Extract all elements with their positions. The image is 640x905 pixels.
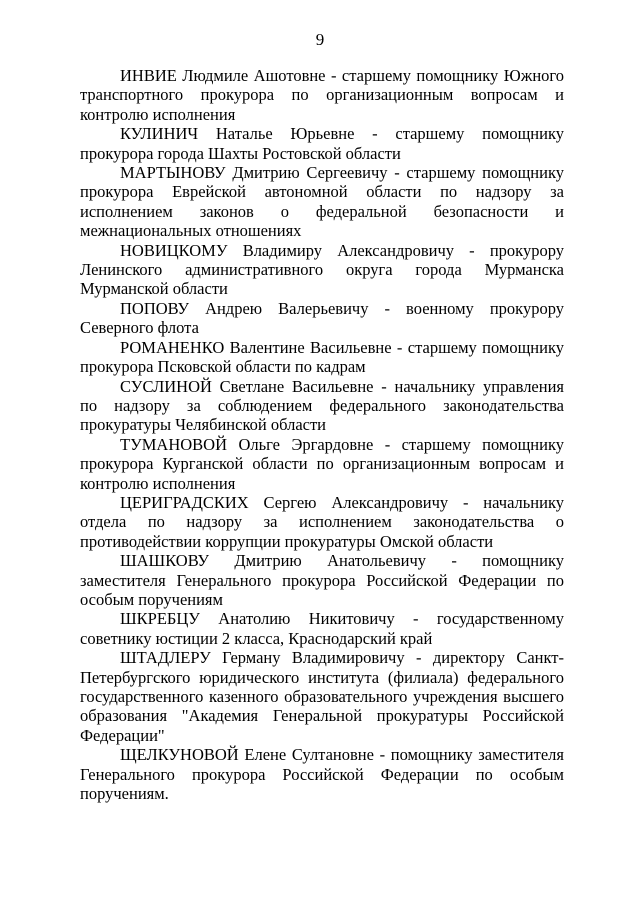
page-number: 9	[315, 30, 325, 49]
award-entry: ШТАДЛЕРУ Герману Владимировичу - директору Санкт-Петербургского юридического института (филиала) федерального государственного казенного образовательного учреждения высшего образования "Академия Генеральной прокуратуры Российской Федерации"	[80, 648, 564, 745]
award-entry: РОМАНЕНКО Валентине Васильевне - старшему помощнику прокурора Псковской области по кадрам	[80, 337, 564, 377]
award-entry: ЩЕЛКУНОВОЙ Елене Султановне - помощнику заместителя Генерального прокурора Российской Федерации по особым поручениям.	[80, 745, 564, 804]
award-entry: МАРТЫНОВУ Дмитрию Сергеевичу - старшему помощнику прокурора Еврейской автономной области по надзору за исполнением законов о федеральной безопасности и межнациональных отношениях	[80, 163, 564, 241]
award-entry: КУЛИНИЧ Наталье Юрьевне - старшему помощнику прокурора города Шахты Ростовской области	[80, 124, 564, 163]
award-list	[80, 66, 564, 803]
award-entry: ИНВИЕ Людмиле Ашотовне - старшему помощнику Южного транспортного прокурора по организационным вопросам и контролю исполнения	[80, 66, 564, 124]
award-entry: ШАШКОВУ Дмитрию Анатольевичу - помощнику заместителя Генерального прокурора Российской Федерации по особым поручениям	[80, 551, 564, 609]
award-entry: ШКРЕБЦУ Анатолию Никитовичу - государственному советнику юстиции 2 класса, Краснодарский край	[80, 609, 564, 648]
award-entry: СУСЛИНОЙ Светлане Васильевне - начальнику управления по надзору за соблюдением федерального законодательства прокуратуры Челябинской области	[80, 376, 564, 435]
award-entry: ПОПОВУ Андрею Валерьевичу - военному прокурору Северного флота	[80, 298, 564, 338]
award-entry: ЦЕРИГРАДСКИХ Сергею Александровичу - начальнику отдела по надзору за исполнением законодательства о противодействии коррупции прокуратуры Омской области	[80, 492, 564, 551]
award-entry: НОВИЦКОМУ Владимиру Александровичу - прокурору Ленинского административного округа города Мурманска Мурманской области	[80, 240, 564, 299]
award-entry: ТУМАНОВОЙ Ольге Эргардовне - старшему помощнику прокурора Курганской области по организационным вопросам и контролю исполнения	[80, 434, 564, 493]
